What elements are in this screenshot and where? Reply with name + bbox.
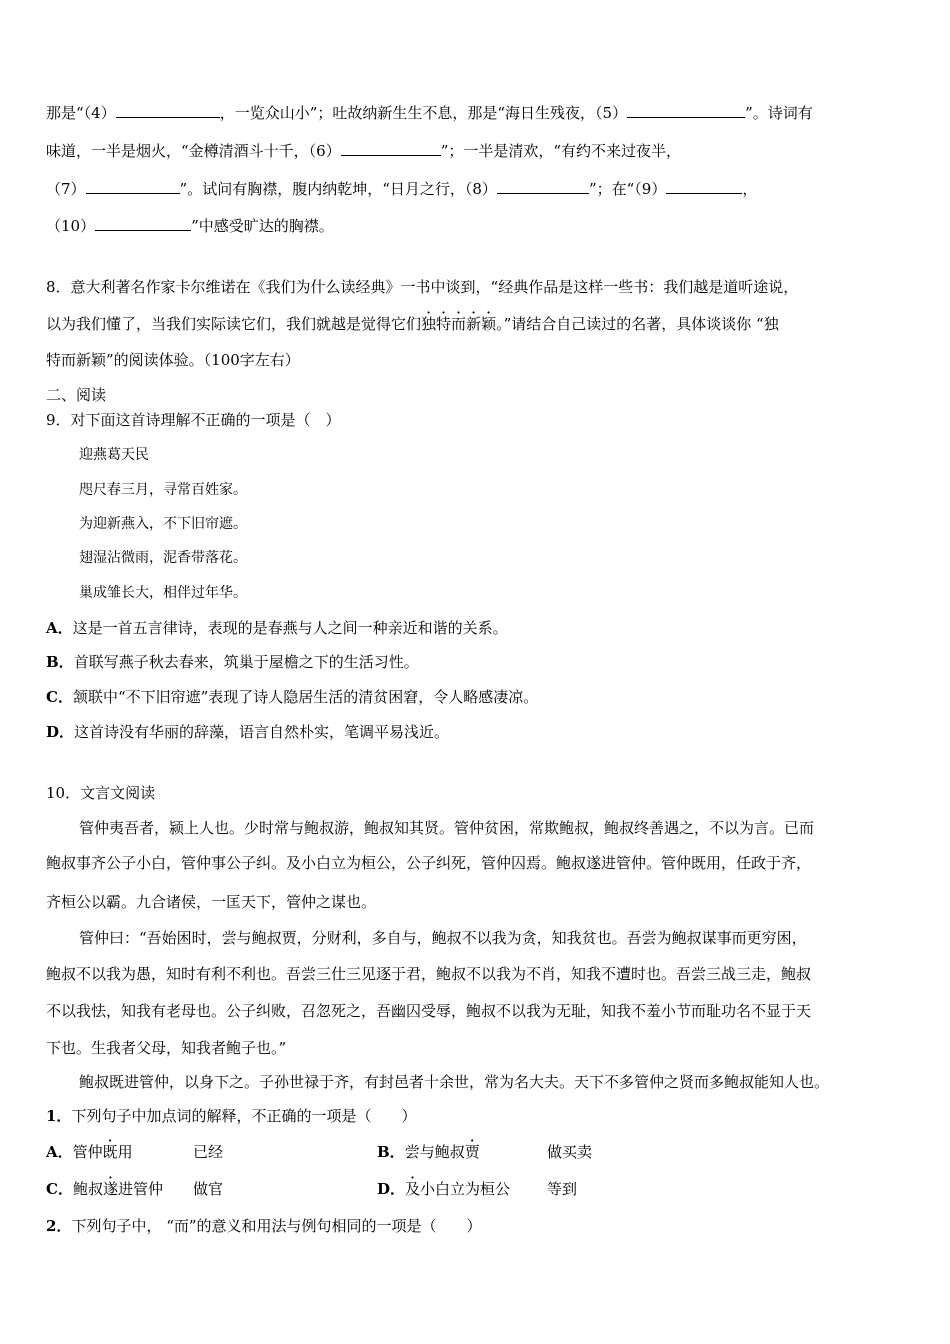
- stem-number: 1．: [46, 1107, 72, 1125]
- answer-blank: [666, 179, 742, 194]
- passage-line: 鲍叔事齐公子小白，管仲事公子纠。及小白立为桓公，公子纠死，管仲囚焉。鲍叔遂进管仲。管仲既用，任政于齐，: [46, 854, 812, 872]
- option-letter: D．: [377, 1180, 406, 1198]
- stem-text: 下列句子中， “而”的意义和用法与例句相同的一项是（ ）: [71, 1217, 482, 1235]
- q9-option-d: [46, 722, 449, 742]
- text: 鲍叔: [72, 1180, 103, 1198]
- q9-option-a: [46, 618, 508, 638]
- q9-option-b: [46, 652, 419, 672]
- q8-line-2: [46, 314, 779, 334]
- passage-line: 管仲夷吾者，颍上人也。少时常与鲍叔游，鲍叔知其贤。管仲贫困，常欺鲍叔，鲍叔终善遇之，不以为言。已而: [79, 819, 815, 837]
- option-text: 颔联中“不下旧帘遮”表现了诗人隐居生活的清贫困窘，令人略感凄凉。: [72, 688, 539, 706]
- text: 进管仲: [117, 1180, 163, 1198]
- text: 以为我们懂了，当我们实际读它们，我们就越是觉得它们: [46, 315, 422, 333]
- q9-stem: 9．对下面这首诗理解不正确的一项是（ ）: [46, 411, 341, 429]
- passage-line: 下也。生我者父母，知我者鲍子也。”: [46, 1039, 287, 1057]
- poem-line: 咫尺春三月，寻常百姓家。: [79, 482, 247, 498]
- text: ”；在“（9）: [588, 180, 667, 198]
- sub1-option-d-meaning: 等到: [547, 1180, 578, 1198]
- passage-line: 不以我怯，知我有老母也。公子纠败，召忽死之，吾幽囚受辱，鲍叔不以我为无耻，知我不羞小节而耻功名不显于天: [46, 1002, 812, 1020]
- passage-line: 鲍叔既进管仲，以身下之。子孙世禄于齐，有封邑者十余世，常为名大夫。天下不多管仲之贤而多鲍叔能知人也。: [79, 1073, 830, 1091]
- option-text: 这是一首五言律诗，表现的是春燕与人之间一种亲近和谐的关系。: [72, 619, 508, 637]
- text: 小白立为桓公: [420, 1180, 511, 1198]
- text: 尝与鲍叔: [404, 1143, 465, 1161]
- sub1-option-a: [46, 1142, 133, 1162]
- text: ”；一半是清欢，“有约不来过夜半，: [440, 142, 682, 160]
- stem-number: 2．: [46, 1217, 72, 1235]
- fill-line-4: [46, 216, 334, 236]
- sub1-option-b-meaning: 做买卖: [547, 1143, 593, 1161]
- answer-blank: [497, 179, 589, 194]
- answer-blank: [116, 103, 220, 118]
- q9-option-c: [46, 687, 538, 707]
- dotted-char: 颖: [481, 315, 497, 333]
- poem-title: 迎燕葛天民: [79, 447, 149, 463]
- fill-line-2: [46, 141, 681, 161]
- passage-line: 管仲曰：“吾始困时，尝与鲍叔贾，分财利，多自与，鲍叔不以我为贪，知我贫也。吾尝为鲍叔谋事而更穷困，: [79, 929, 807, 947]
- option-text: 首联写燕子秋去春来，筑巢于屋檐之下的生活习性。: [73, 653, 419, 671]
- sub1-option-a-meaning: 已经: [193, 1143, 224, 1161]
- poem-line: 翅湿沾微雨，泥香带落花。: [79, 550, 247, 566]
- section-heading: 二、阅读: [46, 386, 107, 404]
- text: 那是“（4）: [46, 104, 116, 122]
- option-letter: A．: [46, 1143, 73, 1161]
- poem-line: 巢成雏长大，相伴过年华。: [79, 585, 247, 601]
- sub1-option-c: [46, 1179, 163, 1199]
- option-letter: A．: [46, 619, 73, 637]
- passage-line: 鲍叔不以我为愚，知时有利不利也。吾尝三仕三见逐于君，鲍叔不以我为不肖，知我不遭时也。吾尝三战三走，鲍叔: [46, 965, 812, 983]
- fill-line-1: [46, 103, 813, 123]
- q8-line-1: 8．意大利著名作家卡尔维诺在《我们为什么读经典》一书中谈到，“经典作品是这样一些书：我们越是道听途说，: [46, 278, 799, 296]
- option-letter: C．: [46, 688, 73, 706]
- dotted-char: 独: [421, 315, 437, 333]
- text: ”。诗词有: [745, 104, 813, 122]
- text: ，一览众山小”；吐故纳新生生不息，那是“海日生残夜，（5）: [219, 104, 628, 122]
- dotted-char: 新: [466, 315, 482, 333]
- q10-title: 10．文言文阅读: [46, 784, 156, 802]
- option-letter: B．: [377, 1143, 405, 1161]
- text: ”中感受旷达的胸襟。: [191, 217, 334, 235]
- option-text: 这首诗没有华丽的辞藻，语言自然朴实，笔调平易浅近。: [74, 723, 450, 741]
- answer-blank: [341, 141, 441, 156]
- answer-blank: [95, 216, 191, 231]
- sub2-stem: [46, 1216, 482, 1236]
- sub1-option-b: [377, 1142, 480, 1162]
- text: 用: [117, 1143, 133, 1161]
- fill-line-3: [46, 179, 757, 199]
- stem-text: 下列句子中加点词的解释，不正确的一项是（ ）: [71, 1107, 417, 1125]
- text: （10）: [46, 217, 96, 235]
- text: （7）: [46, 180, 86, 198]
- poem-line: 为迎新燕入，不下旧帘遮。: [79, 516, 247, 532]
- dotted-char: 及: [405, 1180, 421, 1198]
- text: 管仲: [72, 1143, 103, 1161]
- dotted-char: 遂: [102, 1180, 118, 1198]
- dotted-char: 贾: [464, 1143, 480, 1161]
- sub1-option-c-meaning: 做官: [193, 1180, 224, 1198]
- text: ”。试问有胸襟，腹内纳乾坤，“日月之行，（8）: [179, 180, 497, 198]
- text: 。”请结合自己读过的名著，具体谈谈你 “独: [496, 315, 779, 333]
- dotted-char: 而: [451, 315, 467, 333]
- text: 味道，一半是烟火，“金樽清酒斗十千，（6）: [46, 142, 341, 160]
- passage-line: 齐桓公以霸。九合诸侯，一匡天下，管仲之谋也。: [46, 893, 377, 911]
- q8-line-3: 特而新颖”的阅读体验。（100字左右）: [46, 351, 300, 369]
- text: ，: [742, 180, 758, 198]
- sub1-option-d: [377, 1179, 510, 1199]
- answer-blank: [86, 179, 180, 194]
- option-letter: B．: [46, 653, 74, 671]
- dotted-char: 既: [102, 1143, 118, 1161]
- option-letter: C．: [46, 1180, 73, 1198]
- sub1-stem: [46, 1106, 416, 1126]
- answer-blank: [627, 103, 745, 118]
- dotted-char: 特: [436, 315, 452, 333]
- option-letter: D．: [46, 723, 75, 741]
